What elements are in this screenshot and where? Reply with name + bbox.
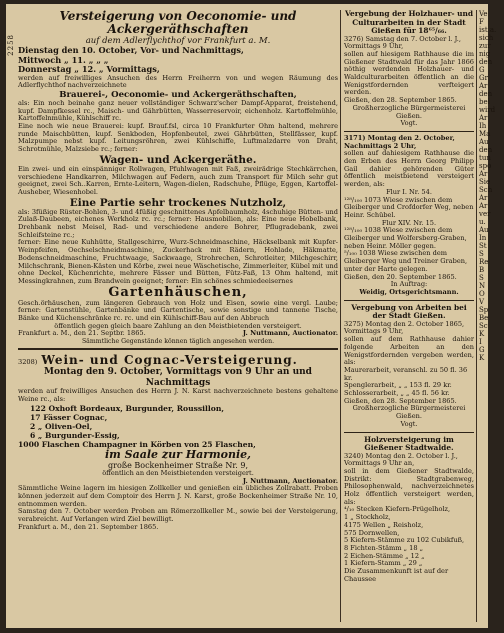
ad2-item-3: Flur XIV. Nr. 15. [381, 218, 437, 227]
ad2-date: Montag den 9. October, Vormittags von 9 Uhr an und Nachmittags [44, 367, 312, 388]
ad4-item-7: 2 Eichen-Stämme „ 12 „ [344, 551, 425, 560]
ad4-date: 3240) Montag den 2. October l. J., Vormittags 9 Uhr an, [344, 451, 458, 468]
cropped-line: N [479, 282, 486, 290]
cropped-line: K [479, 354, 485, 362]
ad3-item-3: Schlosserarbeit, „ „ 45 fl. 56 kr. [344, 389, 450, 398]
ad2-item-5: ⁵/₁₀₀ 1038 Wiese zwischen dem Gleiberger Weg und Treiner Graben, unter der Harte gelegen. [344, 249, 468, 273]
newspaper-page [6, 4, 497, 628]
ad3-item-2: Spenglerarbeit, „ „ 153 fl. 29 kr. [344, 381, 452, 390]
ad3-title: Vergebung von Arbeiten bei der Stadt Gießen. [351, 302, 467, 321]
ad4-item-8: 1 Kiefern-Stamm „ 29 „ [344, 559, 423, 568]
cropped-line: S [479, 274, 484, 282]
cropped-line: den [479, 90, 493, 98]
ad1-body-4: als: 3füßige Rüster-Bohlen, 3- und 4füßig geschnittenes Apfelbaumholz, 4schuhige Bütten- und Zulaß-Daubeen, eichenes Werkholz rc. rc.; ferner: Hausmobilien, als: Eine neue Hobelbank, Drehbank nebst Meisel, Rad- und verschiedene andere Bohrer, Pflugradebank, zwei Schleifsteine rc.; [18, 207, 338, 239]
ad2-place: Frankfurt a. M., den 21. September 1865. [18, 522, 159, 531]
cropped-line: I [479, 338, 482, 346]
divider [344, 131, 474, 132]
cropped-line: St [479, 242, 487, 250]
ad2-auftrag: In Auftrag: [390, 280, 428, 289]
cropped-line: Re [479, 258, 489, 266]
ad4-item-1: ⁴/₁₀ Stecken Kiefern-Prügelholz, [344, 505, 451, 514]
ad1-title-line1: Versteigerung von Oeconomie- und [59, 9, 297, 23]
ad2-signer: J. Nuttmann, Auctionator. [242, 476, 338, 485]
ad1-place: Frankfurt a. M., den 21. Septbr. 1865. [18, 329, 146, 338]
ad3-signer: Vogt. [400, 419, 418, 428]
ad1-date-1: Dienstag den 10. October, Vor- und Nachmittags, [18, 45, 244, 55]
cropped-line: Ar [479, 194, 488, 202]
cropped-line: B [479, 266, 485, 274]
column-rule-right [476, 10, 477, 622]
ad1-intro: werden auf freiwilliges Ansuchen des Herrn Freiherrn von und wegen Räumung des Adlerflychthof nachverzeichnete [18, 73, 338, 90]
ad2-date: 3171) Montag den 2. October, Nachmittags 2 Uhr, [344, 133, 455, 150]
ad2-item-1: Flur I. Nr. 54. [386, 187, 432, 196]
column-middle [344, 10, 474, 624]
ad1-subheading-2: Eine Partie sehr trockenes Nutzholz, [69, 196, 287, 209]
ad1-closing: öffentlich gegen gleich baare Zahlung an den Meistbietenden versteigert. [54, 321, 302, 330]
cropped-line: Ar [479, 170, 488, 178]
ad1-office: Großherzogliche Bürgermeisterei Gießen. [352, 103, 466, 120]
cropped-line: Sp [479, 306, 489, 314]
ad2-place: Gießen, den 20. September 1865. [344, 272, 457, 281]
ad2-item-2: ¹²⁸/₁₀₀ 1073 Wiese zwischen dem Gleiberger und Crofdorfer Weg, neben Heinr. Schübel. [344, 195, 474, 219]
cropped-line: Sch [479, 186, 493, 194]
ad2-item-2: 17 Fässer Cognac, [30, 412, 108, 422]
cropped-line: F [479, 18, 484, 26]
ad4-item-5: 5 Kiefern-Stämme zu 102 Cubikfuß, [344, 536, 465, 545]
ad4-closing: Die Zusammenkunft ist auf der Chaussee [344, 567, 449, 583]
cropped-line: spo [479, 162, 492, 170]
ad1-notice: Sämmtliche Gegenstände können täglich angesehen werden. [81, 338, 275, 346]
cropped-line: bei [479, 98, 490, 106]
ad3-office: Großherzogliche Bürgermeisterei Gießen. [352, 404, 466, 421]
cropped-line: sich [479, 34, 494, 42]
column-left [18, 10, 338, 624]
column-rule [340, 10, 341, 622]
divider [344, 432, 474, 433]
ad2-title: Wein- und Cognac-Versteigerung. [41, 353, 298, 368]
ad2-body-2: Samstag den 7. October werden Proben am Römerzollkeller M., sowie bei der Versteigerung, verabreicht. Auf Verlangen wird Ziel bewilligt. [18, 507, 338, 524]
ad2-body: sollen auf dahiesigem Rathhause die den Erben des Herrn Georg Philipp Gail dahier gehörenden Güter öffentlich meistbietend versteigert werden, als: [344, 149, 474, 189]
cropped-line: Ih [479, 122, 487, 130]
divider [18, 348, 338, 350]
ad2-venue-2: große Bockenheimer Straße Nr. 9, [108, 460, 248, 470]
ad1-title: Vergebung der Holzhauer- und Culturarbeiten in der Stadt Gießen für 18⁶⁵/₆₆. [344, 9, 474, 35]
cropped-line: nig [479, 50, 491, 58]
ad1-subheading: Wagen- und Ackergeräthe. [99, 153, 257, 166]
cropped-line: O [479, 290, 485, 298]
cropped-line: ist a. [479, 26, 497, 34]
ad4-item-4: 575 Dornwellen, [344, 528, 400, 537]
ad1-subtitle: auf dem Adlerflychthof vor Frankfurt a. M. [85, 36, 271, 46]
ad3-body: sollen auf dem Rathhause dahier folgende Arbeiten an den Wenigstfordernden vergeben werden, als: [344, 335, 474, 367]
ad1-signer: J. Nuttmann, Auctionator. [242, 329, 338, 338]
ad3-date: 3275) Montag den 2. October 1865, Vormittags 9 Uhr, [344, 319, 465, 336]
ad2-venue-1: im Saale zur Harmonie, [104, 447, 252, 461]
ad2-signer: Weidig, Ortsgerichtsmann. [359, 288, 459, 296]
cropped-line: Ar [479, 82, 488, 90]
ad1-body: sollen auf hiesigem Rathhause die im Gießener Stadtwald für das Jahr 1866 nöthig werdenden Holzhauer- und Waldculturarbeiten öffentlich an die Wenigstfordernden verfteigert werden. [344, 49, 474, 97]
cropped-line: Gr [479, 74, 488, 82]
ad2-item-1: 122 Oxhoft Bordeaux, Burgunder, Roussillon, [30, 403, 225, 413]
ad1-body-5: ferner: Eine neue Kuhhütte, Stallgeschirre, Wurz-Schneidmaschine, Häckselbank mit Kupfer-Weinpfeifen, Oechselschneidmaschine, Zuckerhack mit Rädern, Hohlade, Häkmatte, Bodenschneidmaschine, Fruchtwaage, Sackwaage, Strohrechen, Schrotleiter, Milchgeschirr, Milchschrank, Bienen-Kästen und Körbe, zwei neue Wäschetische, Zimmerleiter, Kübel mit und ohne Deckel, Küchenrichte, mehrere Fässer und Bütten, Fütz-Faß, 13 Ohm haltend, mit Messingkrahnen, zum Brandwein geeignet; ferner: Ein schönes schmiedeeisernes [18, 238, 338, 285]
ad2-item-5: 1000 Flaschen Champagner in Körben von 25 Flaschen, [18, 439, 256, 449]
cropped-line: ver [479, 210, 491, 218]
page-number: 2258 [7, 34, 15, 56]
ad4-item-3: 4175 Wellen „ Reisholz, [344, 520, 424, 529]
ad1-garden-title: Gartenhäuschen, [108, 284, 248, 300]
ad3-item-1: Maurerarbeit, veranschl. zu 50 fl. 36 kr. [344, 365, 468, 382]
ad2-body: Sämmtliche Weine lagern im hiesigen Zollkeller und genießen ein übliches Zollrabatt. Proben können jederzeit auf dem Comptoir des Herrn J. N. Karst, große Bockenheimer Straße Nr. 10, entnommen werden. [18, 484, 338, 508]
ad1-body-2: Eine noch wie neue Brauerei: kupf. Brauf.fsl, circa 10 Frankfurter Ohm haltend, mehrere runde Maischbütten, kupf. Senkboden, Hopfenbeutel, zwei Gährbütten, Stellfässer, kupf. Malzpumpe nebst kupf. Leitungsröhren, zwei Kühlschiffe, Luftmalzdarre von Draht, Schrotmühle, Malzsiebe rc.; ferner: [18, 122, 338, 154]
cropped-line: Au [479, 226, 489, 234]
cropped-line: tun [479, 154, 491, 162]
cropped-line: den [479, 146, 493, 154]
cropped-line: Ma [479, 130, 491, 138]
cropped-line: K [479, 330, 485, 338]
cropped-line: In [479, 234, 487, 242]
ad4-title: Holzversteigerung im Gießener Stadtwalde. [364, 434, 454, 453]
left-margin [6, 4, 16, 628]
ad1-body-1: als: Ein noch beinahe ganz neuer vollständiger Schwarz'scher Dampf-Apparat, freistehend, kupf. Dampfkessel rc., Maisch- und Gährbütten, Wasserreservoir, eichenholz. Kartoffelmühle, Kartoffelnmühle, Kühlschiff rc. [18, 98, 338, 123]
ad4-body: soll in dem Gießener Stadtwalde, Distrikt: Stadtgrabenweg, Philosophenwald, nachverzeichnetes Holz öffentlich versteigert werden, als: [344, 466, 474, 506]
cropped-line: Ar [479, 114, 488, 122]
ad3-place: Gießen, den 28. September 1865. [344, 396, 457, 405]
divider [344, 300, 474, 301]
cropped-line: zur [479, 42, 491, 50]
ad1-heading: Brauerei-, Oeconomie- und Ackergeräthschaften, [59, 89, 297, 100]
ad1-date-3: Donnerstag „ 12. „ Vormittags, [18, 64, 160, 74]
cropped-line: den [479, 58, 493, 66]
cropped-line: Sie [479, 178, 491, 186]
ad2-number: 3208) [18, 358, 38, 367]
ad4-item-2: 1 „ Stockholz, [344, 513, 391, 522]
cropped-line: Ve [479, 10, 488, 18]
ad1-body-6: Gesch.örhäuschen, zum längeren Gebrauch von Holz und Eisen, sowie eine vergl. Laube; ferner: Gartenstühle, Gartenbänke und Gartentische, sowie sonstige und tannene Tische, Bänke und Küchenschränke rc. rc. und ein Kühlschiff-Bau auf den Abbruch [18, 298, 338, 323]
cropped-line: V [479, 298, 485, 306]
cropped-line: Sc [479, 322, 488, 330]
ad1-date-2: Mittwoch „ 11. „ „ „ [18, 54, 109, 65]
ad1-place: Gießen, den 28. September 1865. [344, 96, 457, 105]
cropped-line: Be [479, 314, 489, 322]
cropped-line: G [479, 66, 485, 74]
cropped-line: S [479, 250, 484, 258]
cropped-line: Au [479, 138, 489, 146]
ad1-body-3: Ein zwei- und ein einspänniger Rollwagen, Pfuhlwagen mit Faß, zweirädrige Stechkärrchen, verschiedene Handkarren, Milchwagen auf Federn, auch zum Transport für Milch sehr gut geeignet, zwei Sch..Karren, Ernte-Leitern, Wagen-dielen, Radschuhe, Pflüge, Eggen, Kartoffel-Ausheber, Wiesenhobel. [18, 164, 338, 196]
ad2-intro: werden auf freiwilliges Ansuchen des Herrn J. N. Karst nachverzeichnete bestens gehaltene Weine rc., als: [18, 387, 338, 404]
ad2-item-3: 2 „ Oliven-Oel, [30, 421, 93, 431]
ad1-signer: Vogt. [400, 119, 418, 128]
cropped-line: u. [479, 218, 486, 226]
ad4-item-6: 8 Fichten-Stämm „ 18 „ [344, 543, 424, 552]
cropped-line: wird [479, 106, 496, 114]
cropped-line: Ar [479, 202, 488, 210]
ad1-date: 3276) Samstag den 7. October l. J., Vormittags 9 Uhr, [344, 34, 461, 51]
cropped-line: G [479, 346, 485, 354]
ad2-item-4: 6 „ Burgunder-Essig, [30, 430, 120, 440]
ad2-item-4: ¹²⁸/₁₀₀ 1038 Wiese zwischen dem Gleiberger und Wolfersberg-Graben, neben Heinr. Möller gegen. [344, 226, 467, 250]
ad2-venue-3: öffentlich an den Meistbietenden versteigert. [102, 468, 254, 477]
ad1-title-line2: Ackergeräthschaften [107, 22, 249, 36]
column-right-cropped [479, 10, 497, 624]
